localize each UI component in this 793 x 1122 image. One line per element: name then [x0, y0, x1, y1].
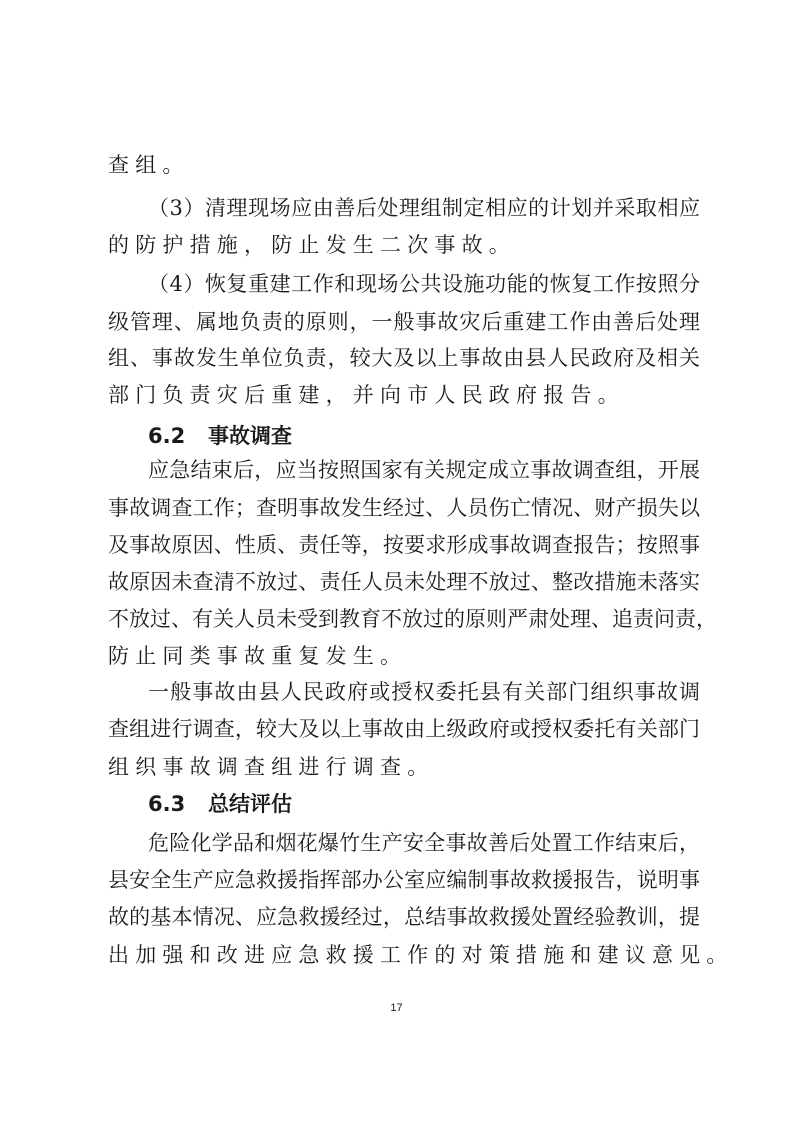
page-number: 17 [390, 1002, 403, 1014]
text-line: 查组进行调查，较大及以上事故由上级政府或授权委托有关部门 [108, 717, 700, 741]
text-line: 应急结束后，应当按照国家有关规定成立事故调查组，开展 [148, 458, 700, 482]
text-line: 查组。 [108, 153, 190, 177]
section-number: 6.2 [148, 424, 186, 448]
text-line: 事故调查工作；查明事故发生经过、人员伤亡情况、财产损失以 [108, 496, 700, 520]
text-line: 及事故原因、性质、责任等，按要求形成事故调查报告；按照事 [108, 533, 700, 557]
text-line: 故原因未查清不放过、责任人员未处理不放过、整改措施未落实 [108, 570, 700, 594]
text-line: 一般事故由县人民政府或授权委托县有关部门组织事故调 [148, 680, 700, 704]
text-line: 故的基本情况、应急救援经过，总结事故救援处置经验教训，提 [108, 905, 700, 929]
text-line: 不放过、有关人员未受到教育不放过的原则严肃处理、追责问责， [108, 607, 717, 631]
text-line: 防止同类事故重复发生。 [108, 644, 408, 668]
section-title: 事故调查 [208, 424, 292, 448]
section-heading-6-2 [148, 421, 292, 451]
section-number: 6.3 [148, 792, 186, 816]
text-line: 组织事故调查组进行调查。 [108, 755, 435, 779]
text-line: 部门负责灾后重建，并向市人民政府报告。 [108, 383, 625, 407]
section-heading-6-3 [148, 789, 292, 819]
text-line: 危险化学品和烟花爆竹生产安全事故善后处置工作结束后， [148, 831, 700, 855]
text-line: 的防护措施，防止发生二次事故。 [108, 233, 516, 257]
text-line: 组、事故发生单位负责，较大及以上事故由县人民政府及相关 [108, 346, 700, 370]
text-line: 出加强和改进应急救援工作的对策措施和建议意见。 [108, 943, 734, 967]
text-line: 县安全生产应急救援指挥部办公室应编制事故救援报告，说明事 [108, 868, 700, 892]
section-title: 总结评估 [208, 792, 292, 816]
text-line: （4）恢复重建工作和现场公共设施功能的恢复工作按照分 [148, 272, 700, 296]
text-line: 级管理、属地负责的原则，一般事故灾后重建工作由善后处理 [108, 310, 700, 334]
text-line: （3）清理现场应由善后处理组制定相应的计划并采取相应 [148, 196, 700, 220]
